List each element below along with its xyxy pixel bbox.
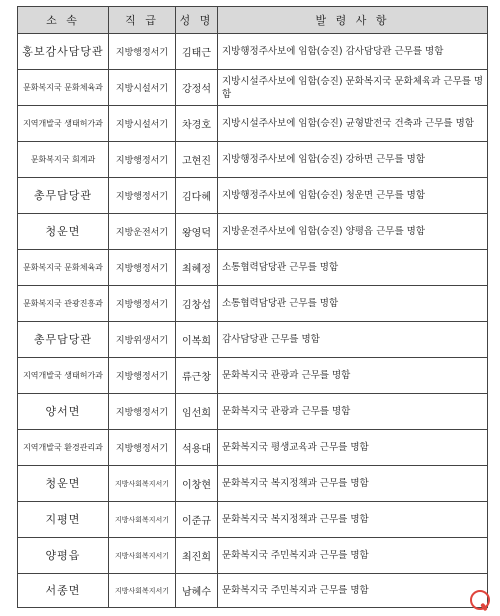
grade-cell: 지방위생서기 (109, 322, 176, 358)
order-cell: 소통협력담당관 근무를 명함 (218, 286, 488, 322)
dept-cell: 지역개발국 생태허가과 (18, 106, 109, 142)
order-cell: 지방행정주사보에 임함(승진) 강하면 근무를 명함 (218, 142, 488, 178)
table-header-row (18, 7, 488, 34)
order-cell: 지방행정주사보에 임함(승진) 청운면 근무를 명함 (218, 178, 488, 214)
personnel-order-table (17, 6, 488, 608)
dept-cell: 서종면 (18, 574, 109, 608)
table-row (18, 286, 488, 322)
table-row (18, 178, 488, 214)
name-cell: 남혜수 (176, 574, 218, 608)
table-row (18, 466, 488, 502)
dept-cell: 지평면 (18, 502, 109, 538)
grade-cell: 지방행정서기 (109, 394, 176, 430)
name-cell: 석용대 (176, 430, 218, 466)
table-row (18, 142, 488, 178)
order-cell: 감사담당관 근무를 명함 (218, 322, 488, 358)
personnel-order-table-wrapper (17, 6, 487, 608)
grade-cell: 지방행정서기 (109, 430, 176, 466)
name-cell: 이창현 (176, 466, 218, 502)
dept-cell: 홍보감사담당관 (18, 34, 109, 70)
table-row (18, 574, 488, 608)
dept-cell: 양서면 (18, 394, 109, 430)
grade-cell: 지방행정서기 (109, 34, 176, 70)
header-name: 성 명 (176, 7, 218, 34)
name-cell: 왕영덕 (176, 214, 218, 250)
name-cell: 강정석 (176, 70, 218, 106)
name-cell: 김다혜 (176, 178, 218, 214)
table-row (18, 538, 488, 574)
grade-cell: 지방운전서기 (109, 214, 176, 250)
dept-cell: 총무담당관 (18, 322, 109, 358)
name-cell: 최혜정 (176, 250, 218, 286)
header-dept: 소 속 (18, 7, 109, 34)
grade-cell: 지방행정서기 (109, 142, 176, 178)
watermark-logo-icon (470, 590, 492, 612)
order-cell: 지방시설주사보에 임함(승진) 문화복지국 문화체육과 근무를 명함 (218, 70, 488, 106)
dept-cell: 문화복지국 관광진흥과 (18, 286, 109, 322)
dept-cell: 청운면 (18, 466, 109, 502)
order-cell: 문화복지국 복지정책과 근무를 명함 (218, 502, 488, 538)
order-cell: 지방운전주사보에 임함(승진) 양평읍 근무를 명함 (218, 214, 488, 250)
name-cell: 임선희 (176, 394, 218, 430)
table-row (18, 394, 488, 430)
header-grade: 직 급 (109, 7, 176, 34)
name-cell: 최진희 (176, 538, 218, 574)
table-row (18, 502, 488, 538)
order-cell: 지방행정주사보에 임함(승진) 감사담당관 근무를 명함 (218, 34, 488, 70)
grade-cell: 지방사회복지서기 (109, 502, 176, 538)
order-cell: 문화복지국 관광과 근무를 명함 (218, 358, 488, 394)
name-cell: 이준규 (176, 502, 218, 538)
table-row (18, 250, 488, 286)
table-row (18, 358, 488, 394)
grade-cell: 지방행정서기 (109, 250, 176, 286)
dept-cell: 청운면 (18, 214, 109, 250)
dept-cell: 문화복지국 문화체육과 (18, 250, 109, 286)
table-row (18, 106, 488, 142)
grade-cell: 지방사회복지서기 (109, 538, 176, 574)
grade-cell: 지방사회복지서기 (109, 574, 176, 608)
dept-cell: 문화복지국 회계과 (18, 142, 109, 178)
grade-cell: 지방행정서기 (109, 178, 176, 214)
name-cell: 김태근 (176, 34, 218, 70)
table-row (18, 322, 488, 358)
dept-cell: 문화복지국 문화체육과 (18, 70, 109, 106)
grade-cell: 지방사회복지서기 (109, 466, 176, 502)
order-cell: 소통협력담당관 근무를 명함 (218, 250, 488, 286)
name-cell: 고현진 (176, 142, 218, 178)
dept-cell: 총무담당관 (18, 178, 109, 214)
table-row (18, 70, 488, 106)
dept-cell: 지역개발국 생태허가과 (18, 358, 109, 394)
order-cell: 지방시설주사보에 임함(승진) 균형발전국 건축과 근무를 명함 (218, 106, 488, 142)
order-cell: 문화복지국 주민복지과 근무를 명함 (218, 538, 488, 574)
order-cell: 문화복지국 주민복지과 근무를 명함 (218, 574, 488, 608)
order-cell: 문화복지국 복지정책과 근무를 명함 (218, 466, 488, 502)
grade-cell: 지방시설서기 (109, 106, 176, 142)
grade-cell: 지방시설서기 (109, 70, 176, 106)
name-cell: 김창섭 (176, 286, 218, 322)
dept-cell: 양평읍 (18, 538, 109, 574)
order-cell: 문화복지국 관광과 근무를 명함 (218, 394, 488, 430)
name-cell: 류근창 (176, 358, 218, 394)
table-row (18, 214, 488, 250)
grade-cell: 지방행정서기 (109, 286, 176, 322)
grade-cell: 지방행정서기 (109, 358, 176, 394)
dept-cell: 지역개발국 환경관리과 (18, 430, 109, 466)
name-cell: 이복희 (176, 322, 218, 358)
table-row (18, 430, 488, 466)
header-order: 발 령 사 항 (218, 7, 488, 34)
name-cell: 차경호 (176, 106, 218, 142)
order-cell: 문화복지국 평생교육과 근무를 명함 (218, 430, 488, 466)
table-row (18, 34, 488, 70)
